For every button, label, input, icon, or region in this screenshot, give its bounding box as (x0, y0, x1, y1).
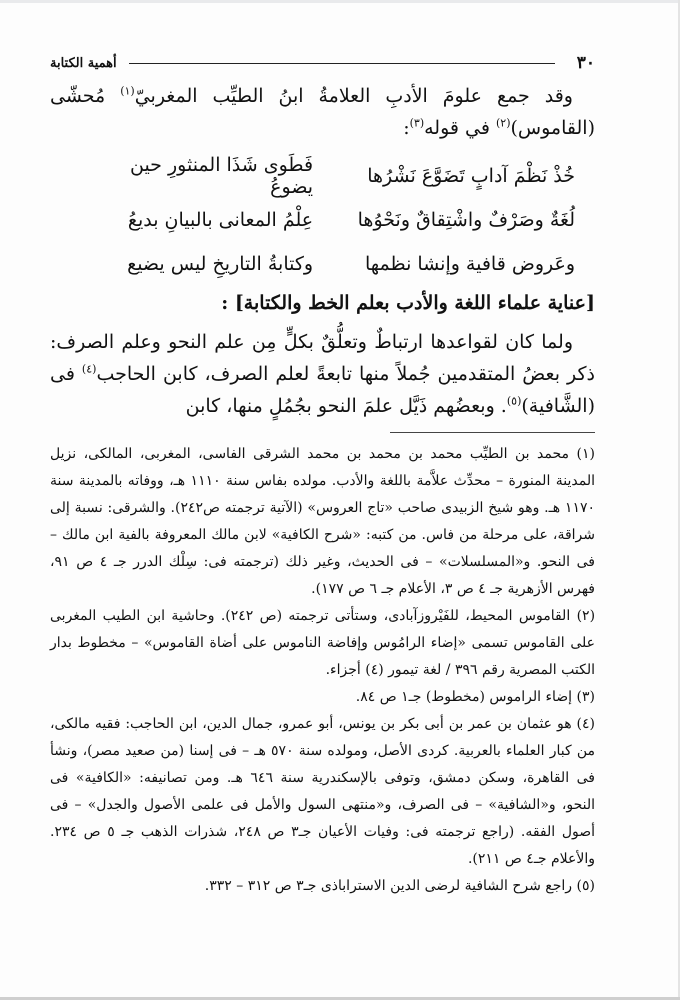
intro-text: وقد جمع علومَ الأدبِ العلامةُ ابنُ الطيِّب المغربيّ (134, 85, 573, 107)
verse-first-hemistich: خُذْ نَظْمَ آدابٍ تَضَوَّعَ نَشْرُها (367, 165, 575, 187)
footnote-text: راجع شرح الشافية لرضى الدين الاستراباذى جـ٣ ص ٣١٢ – ٣٣٢. (204, 878, 573, 894)
running-header (50, 52, 595, 74)
footnote-ref-5[interactable]: (٥) (506, 394, 522, 408)
footnote-number: (٤) (576, 716, 596, 732)
footnote-5 (50, 873, 595, 900)
footnote-ref-3[interactable]: (٣) (409, 116, 425, 130)
book-page (50, 52, 595, 900)
footnote-number: (٢) (576, 608, 596, 624)
footnote-separator (390, 432, 595, 433)
verse-second-hemistich: عِلْمُ المعانى بالبيانِ بديعُ (127, 209, 314, 231)
footnote-4 (50, 711, 595, 873)
viewer-top-edge (0, 0, 680, 3)
footnote-text: محمد بن الطيِّب محمد بن محمد بن محمد الشرقى الفاسى، المغربى، المالكى، نزيل المدينة المنورة – محدِّث علاَّمة باللغة والأدب. مولده بفاس سنة ١١١٠ هـ، ووفاته بالمدينة سنة ١١٧٠ هـ. وهو شيخ الزبيدى صاحب «تاج العروس» (الآتية ترجمته ص٢٤٢). والشرقى: نسبة إلى شراقة، على مرحلة من فاس. من كتبه: «شرح الكافية» لابن مالك المعروفة بالفية ابن مالك – فى النحو. و«المسلسلات» – فى الحديث، وغير ذلك (ترجمته فى: سِلْك الدرر جـ ٤ ص ٩١، فهرس الأزهرية جـ ٤ ص ٣، الأعلام جـ ٦ ص ١٧٧). (50, 446, 595, 597)
body-paragraph (50, 326, 595, 422)
footnote-ref-4[interactable]: (٤) (81, 362, 97, 376)
footnote-number: (٣) (576, 689, 595, 705)
intro-paragraph (50, 80, 595, 144)
footnote-3 (50, 684, 595, 711)
footnote-number: (١) (576, 446, 596, 462)
footnote-text: هو عثمان بن عمر بن أبى بكر بن يونس، أبو عمرو، جمال الدين، ابن الحاجب: فقيه مالكى، من كبار العلماء بالعربية. كردى الأصل، ومولده سنة ٥٧٠ هـ – فى إسنا (من صعيد مصر)، ونشأ فى القاهرة، وسكن دمشق، وتوفى بالإسكندرية سنة ٦٤٦ هـ. ومن تصانيفه: «الكافية» فى النحو، و«الشافية» – فى الصرف، و«منتهى السول والأمل فى علمى الأصول والجدل» – فى أصول الفقه. (راجع ترجمته فى: وفيات الأعيان جـ٣ ص ٢٤٨، شذرات الذهب جـ ٥ ص ٢٣٤. والأعلام جـ٤ ص ٢١١). (50, 716, 596, 867)
footnote-1 (50, 441, 595, 603)
paragraph-text-2: فى (الشَّافية) (50, 363, 595, 417)
verse-first-hemistich: وعَروض قافية وإنشا نظمها (364, 253, 575, 275)
verse-second-hemistich: وكتابةُ التاريخِ ليس يضيع (127, 253, 314, 275)
paragraph-text: ولما كان لقواعدها ارتباطٌ وتعلُّقٌ بكلٍّ مِن علم النحو وعلم الصرف: ذكر بعضُ المتقدمين جُملاً منها تابعةً لعلم الصرف، كابن الحاجب (50, 331, 595, 385)
header-rule (129, 63, 555, 64)
verse-line (50, 198, 595, 242)
paragraph-text-3: . وبعضُهم ذَيَّل علمَ النحو بجُمُلٍ منها، كابن (185, 395, 507, 417)
verse-second-hemistich: فَطَوى شَذَا المنثورِ حين يضوعُ (129, 154, 314, 198)
page-number: ٣٠ (576, 53, 595, 73)
footnote-text: القاموس المحيط، للفَيْروزآبادى، وستأتى ترجمته (ص ٢٤٢). وحاشية ابن الطيب المغربى على القاموس تسمى «إضاء الرامُوس وإفاضة الناموس على أضاة القاموس» – مخطوط بدار الكتب المصرية رقم ٣٩٦ / لغة تيمور (٤) أجزاء. (50, 608, 595, 678)
verse-line (50, 154, 595, 198)
footnote-number: (٥) (576, 878, 595, 894)
poem-verses (50, 154, 595, 286)
verse-line (50, 242, 595, 286)
footnote-ref-1[interactable]: (١) (120, 84, 135, 98)
footnote-text: إضاء الراموس (مخطوط) جـ١ ص ٨٤. (355, 689, 573, 705)
running-title: أهمية الكتابة (50, 55, 117, 71)
section-heading: [عناية علماء اللغة والأدب بعلم الخط والكتابة] : (221, 292, 595, 314)
verse-first-hemistich: لُغَةٌ وصَرْفٌ واشْتِقاقٌ ونَحْوُها (357, 209, 575, 231)
footnote-ref-2[interactable]: (٢) (496, 116, 511, 130)
intro-colon: : (403, 117, 410, 139)
footnote-2 (50, 603, 595, 684)
footnotes (50, 441, 595, 900)
intro-text-3: في قوله (424, 117, 496, 139)
intro-text-2: مُحشّى (القاموس) (50, 85, 595, 139)
